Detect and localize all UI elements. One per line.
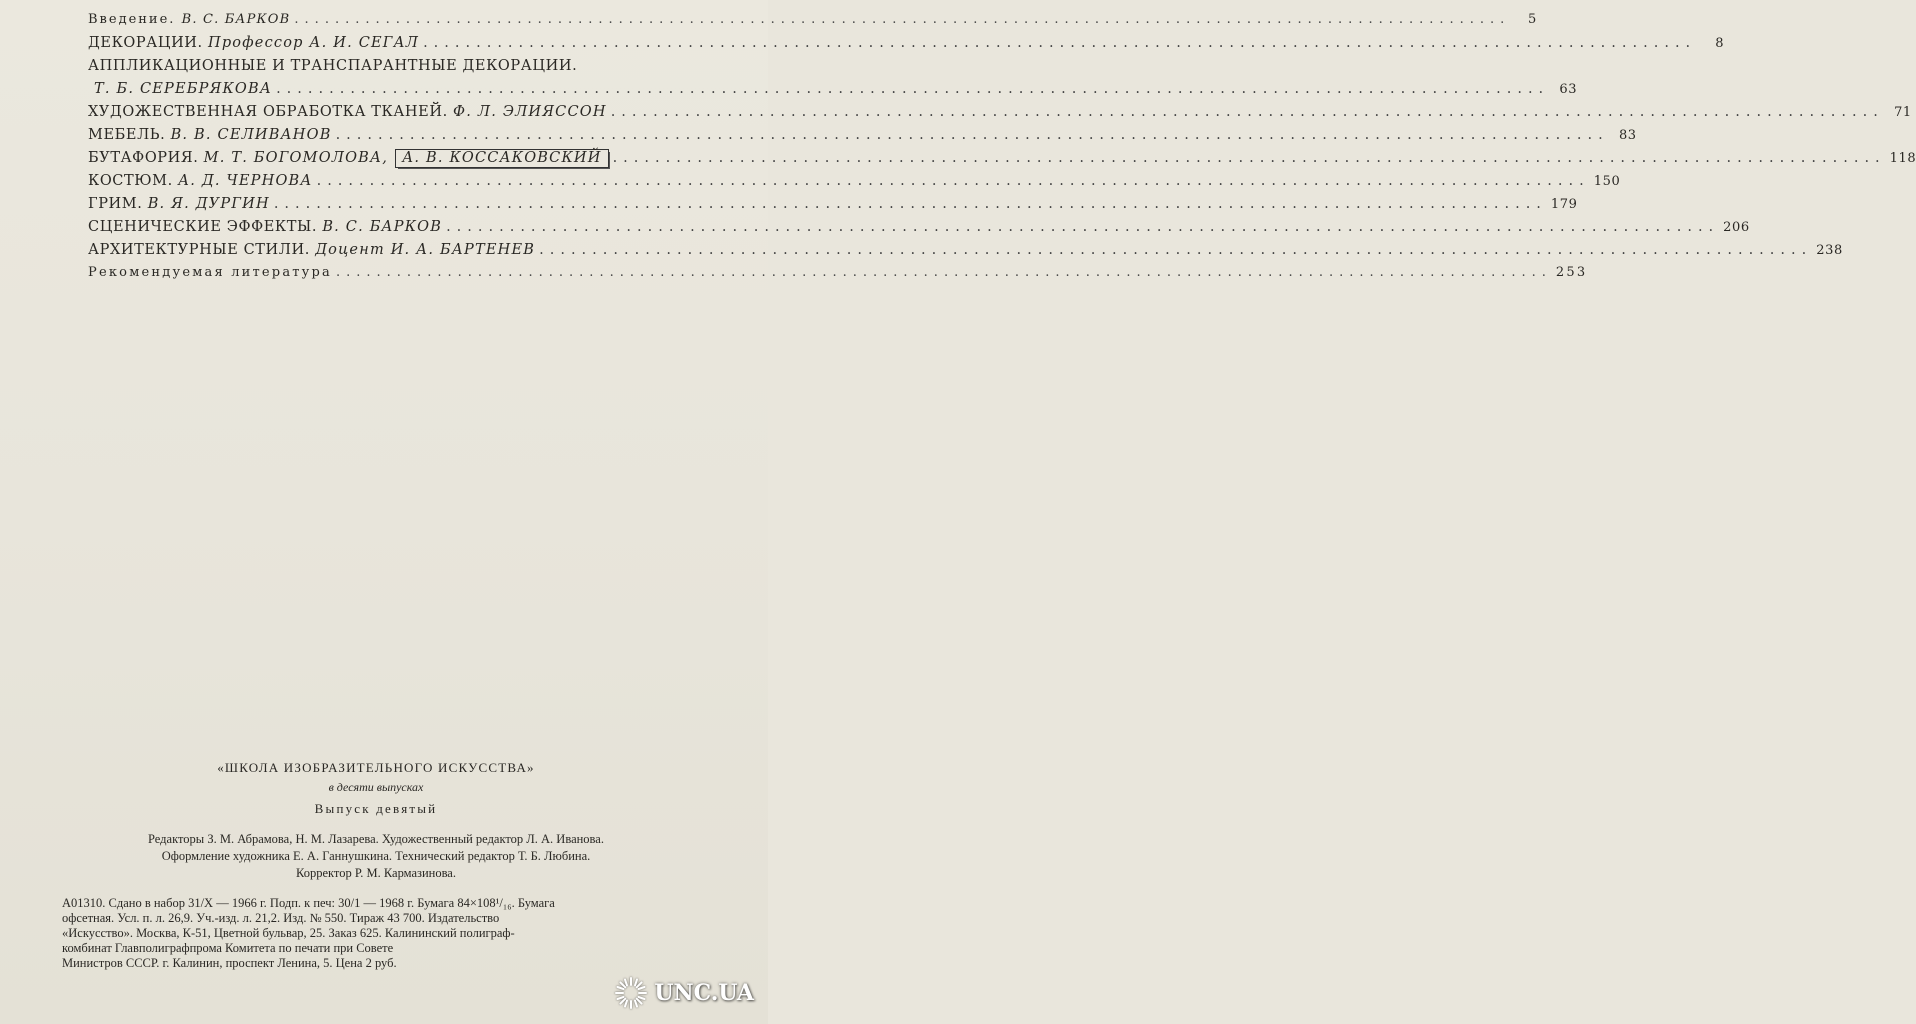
toc-leader-dots: ........................................................................................................................ xyxy=(539,242,1813,258)
publication-info xyxy=(56,896,678,971)
toc-entry xyxy=(88,219,1750,242)
toc-entry xyxy=(88,58,658,81)
toc-title: КОСТЮМ. xyxy=(88,173,173,189)
toc-title: АРХИТЕКТУРНЫЕ СТИЛИ. xyxy=(88,242,310,258)
pubinfo-line: «Искусство». Москва, К-51, Цветной бульвар, 25. Заказ 625. Калининский полиграф- xyxy=(62,926,515,940)
toc-page-number: 179 xyxy=(1550,197,1578,212)
credits-line: Корректор Р. М. Кармазинова. xyxy=(296,866,456,880)
toc-page-number: 206 xyxy=(1723,220,1750,235)
toc-leader-dots: ........................................................................................................................ xyxy=(612,150,1886,166)
imprint-section xyxy=(56,760,696,971)
toc-leader-dots: ........................................................................................................................ xyxy=(276,81,1550,97)
toc-entry-text xyxy=(88,242,535,258)
toc-author: В. С. БАРКОВ xyxy=(181,12,291,27)
toc-entry-text xyxy=(88,173,313,189)
issue-number: Выпуск девятый xyxy=(314,801,438,816)
toc-entry xyxy=(88,104,1912,127)
toc-leader-dots: ........................................................................................................................ xyxy=(446,219,1720,235)
table-of-contents xyxy=(88,12,1916,288)
series-title: «ШКОЛА ИЗОБРАЗИТЕЛЬНОГО ИСКУССТВА» xyxy=(217,760,535,775)
toc-page-number: 8 xyxy=(1715,36,1725,51)
pubinfo-line: комбинат Главполиграфпрома Комитета по печати при Совете xyxy=(62,941,394,955)
sunburst-logo-icon xyxy=(614,976,648,1010)
toc-leader-dots: ........................................................................................................................ xyxy=(273,196,1547,212)
toc-title: ДЕКОРАЦИИ. xyxy=(88,35,203,51)
toc-leader-dots: ........................................................................................................................ xyxy=(610,104,1884,120)
toc-author: Ф. Л. ЭЛИЯССОН xyxy=(453,104,607,120)
toc-title: АППЛИКАЦИОННЫЕ И ТРАНСПАРАНТНЫЕ ДЕКОРАЦИИ. xyxy=(88,58,578,74)
toc-author: М. Т. БОГОМОЛОВА, xyxy=(203,150,389,166)
toc-title: Рекомендуемая литература xyxy=(88,265,332,280)
credits-line: Оформление художника Е. А. Ганнушкина. Технический редактор Т. Б. Любина. xyxy=(161,849,591,863)
toc-author: В. С. БАРКОВ xyxy=(322,219,443,235)
pubinfo-line: Министров СССР. г. Калинин, проспект Ленина, 5. Цена 2 руб. xyxy=(62,956,397,970)
toc-entry xyxy=(88,12,1539,35)
toc-author: В. В. СЕЛИВАНОВ xyxy=(170,127,332,143)
toc-entry xyxy=(88,173,1621,196)
toc-entry-text xyxy=(88,219,442,235)
toc-entry xyxy=(88,242,1843,265)
pubinfo-line: А01310. Сдано в набор 31/X — 1966 г. Подп. к печ: 30/1 — 1968 г. Бумага 84×108¹/₁₆. Бумага xyxy=(62,896,555,910)
series-subtitle: в десяти выпусках xyxy=(328,780,424,794)
toc-entry-text xyxy=(88,104,607,120)
toc-entry-text xyxy=(88,58,577,74)
toc-entry-text xyxy=(88,127,332,143)
toc-title: БУТАФОРИЯ. xyxy=(88,150,199,166)
pubinfo-line: офсетная. Усл. п. л. 26,9. Уч.-изд. л. 21,2. Изд. № 550. Тираж 43 700. Издательство xyxy=(62,911,500,925)
toc-title: ХУДОЖЕСТВЕННАЯ ОБРАБОТКА ТКАНЕЙ. xyxy=(88,104,448,120)
toc-page-number: 238 xyxy=(1816,243,1843,258)
toc-entry-text xyxy=(88,150,609,166)
toc-author-boxed: А. В. КОССАКОВСКИЙ xyxy=(395,149,608,168)
toc-leader-dots: ........................................................................................................................ xyxy=(423,35,1697,51)
toc-leader-dots: ........................................................................................................................ xyxy=(294,12,1511,27)
toc-entry-text xyxy=(88,35,419,51)
toc-entry xyxy=(88,35,1725,58)
toc-page-number: 83 xyxy=(1618,128,1637,143)
toc-page-number: 118 xyxy=(1889,151,1916,166)
toc-entry xyxy=(88,196,1578,219)
toc-page-number: 150 xyxy=(1593,174,1621,189)
toc-entry xyxy=(88,127,1637,150)
toc-author: Т. Б. СЕРЕБРЯКОВА xyxy=(94,81,273,97)
editorial-credits xyxy=(56,831,696,882)
toc-entry xyxy=(88,265,1588,288)
toc-entry-text xyxy=(88,196,270,212)
toc-page-number: 63 xyxy=(1559,82,1578,97)
toc-author: А. Д. ЧЕРНОВА xyxy=(178,173,313,189)
toc-entry xyxy=(88,81,1578,104)
toc-leader-dots: ........................................................................................................................ xyxy=(335,127,1609,143)
credits-line: Редакторы З. М. Абрамова, Н. М. Лазарева. Художественный редактор Л. А. Иванова. xyxy=(148,832,604,846)
toc-entry-text xyxy=(94,81,272,97)
toc-entry-text xyxy=(88,265,332,280)
toc-entry xyxy=(88,150,1916,173)
toc-title: Введение. xyxy=(88,12,176,27)
toc-author: В. Я. ДУРГИН xyxy=(147,196,270,212)
toc-leader-dots: ........................................................................................................................ xyxy=(316,173,1590,189)
toc-page-number: 5 xyxy=(1528,12,1539,27)
toc-title: МЕБЕЛЬ. xyxy=(88,127,166,143)
toc-title: СЦЕНИЧЕСКИЕ ЭФФЕКТЫ. xyxy=(88,219,318,235)
toc-title: ГРИМ. xyxy=(88,196,143,212)
toc-entry-text xyxy=(88,12,290,27)
watermark-text: UNC.UA xyxy=(654,980,754,1006)
watermark xyxy=(614,976,754,1010)
toc-author: Профессор А. И. СЕГАЛ xyxy=(207,35,420,51)
toc-leader-dots: ........................................................................................................................ xyxy=(336,265,1552,280)
toc-author: Доцент И. А. БАРТЕНЕВ xyxy=(315,242,536,258)
toc-page-number: 71 xyxy=(1894,105,1912,120)
toc-page-number: 253 xyxy=(1555,265,1588,280)
